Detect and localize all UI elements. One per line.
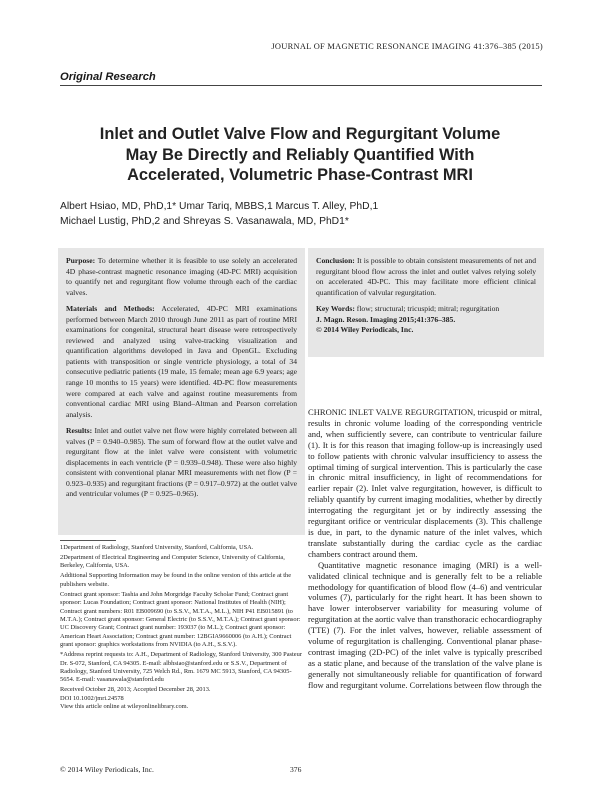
footnote: DOI 10.1002/jmri.24578 bbox=[60, 694, 124, 702]
author-list bbox=[60, 200, 540, 229]
section-divider bbox=[60, 85, 542, 86]
footnote: Received October 28, 2013; Accepted December 28, 2013. bbox=[60, 686, 211, 694]
abstract-box-right bbox=[308, 248, 544, 357]
abstract-conclusion-label: Conclusion: bbox=[316, 256, 355, 265]
abstract-methods bbox=[66, 304, 297, 420]
author-line: Michael Lustig, PhD,2 and Shreyas S. Vasanawala, MD, PhD1* bbox=[60, 215, 349, 227]
abstract-methods-text: Accelerated, 4D-PC MRI examinations performed between March 2010 through June 2011 as part of routine MRI examinations for congenital, structural heart disease were retrospectively reviewed and analyzed using valve-tracking visualization and quantification algorithms developed in Java and OpenGL. Excluding patients with transposition or single ventricle physiology, a total of 34 consecutive pediatric patients (19 male, 15 female; mean age 6.9 years; age range 10 months to 15 years) were identified. 4D-PC flow measurements were compared at each valve and against routine measurements from conventional cardiac MRI using Bland–Altman and Pearson correlation analysis. bbox=[66, 304, 297, 419]
title-line: Inlet and Outlet Valve Flow and Regurgitant Volume bbox=[99, 125, 501, 143]
abstract-keywords-text: flow; structural; tricuspid; mitral; regurgitation bbox=[356, 304, 500, 314]
abstract-box-left bbox=[58, 248, 305, 535]
abstract-purpose bbox=[66, 256, 297, 298]
footnote: 1Department of Radiology, Stanford University, Stanford, California, USA. bbox=[60, 544, 254, 551]
footnote: View this article online at wileyonlinelibrary.com. bbox=[60, 703, 189, 711]
abstract-results-text: Inlet and outlet valve net flow were highly correlated between all valves (P = 0.940–0.985). The sum of forward flow at the outlet valve and regurgitant flow at the inlet valve were consistent with volumetric displacements in each ventricle (P = 0.939–0.948). These were also highly consistent with conventional planar MRI measurements with net flow (P = 0.923–0.935) and regurgitant fractions (P = 0.917–0.972) at the outlet valve and ventricular volumes (P = 0.925–0.965). bbox=[66, 426, 298, 499]
article-title bbox=[56, 124, 544, 186]
footnote: Contract grant sponsor: Tashia and John Morgridge Faculty Scholar Fund; Contract grant sponsor: Lucas Foundation; Contract grant sponsor: National Institutes of Health (NIH); Contract grant numbers: R01 EB009690 (to S.S.V., M.T.A., M.L.), NIH P41 EB015891 (to M.T.A.); Contract grant sponsor: General Electric (to S.S.V., M.T.A.); Contract grant sponsor: UC Discovery Grant; Contract grant number: 193037 (to M.L.); Contract grant sponsor: American Heart Association; Contract grant number: 12BGIA9660006 (to A.H.); Contract grant sponsor: graphics workstations from NVIDIA (to A.H., S.S.V.). bbox=[60, 590, 301, 649]
title-line: May Be Directly and Reliably Quantified With bbox=[125, 145, 475, 164]
footnote: 2Department of Electrical Engineering and Computer Science, University of California, Berkeley, California, USA. bbox=[60, 554, 285, 570]
author-line: Albert Hsiao, MD, PhD,1* Umar Tariq, MBBS,1 Marcus T. Alley, PhD,1 bbox=[60, 201, 379, 212]
abstract-purpose-label: Purpose: bbox=[66, 256, 96, 265]
page-number: 376 bbox=[290, 765, 302, 774]
abstract-keywords bbox=[316, 304, 536, 315]
body-paragraph: Quantitative magnetic resonance imaging (MRI) is a well-validated clinical technique and is generally felt to be a reliable methodology for quantification of blood flow (4–6) and ventricular volumes (7), particularly for the right heart. It has been shown to have lower interobserver variability for measuring volume of regurgitation at the aortic valve than transthoracic echocardiography (TTE) (7). For the inlet valves, however, reliable assessment of volume of regurgitation is challenging. Conventional planar phase-contrast imaging (2D-PC) of the inlet valve is typically prescribed as a static plane, and because of the translation of the valve plane is generally not simultaneously reliable for quantification of forward flow and regurgitant volume. Correlations between flow through the bbox=[308, 559, 542, 690]
title-line: Accelerated, Volumetric Phase-Contrast MRI bbox=[127, 166, 473, 184]
footnote: *Address reprint requests to: A.H., Department of Radiology, Stanford University, 300 Pasteur Dr. S-072, Stanford, CA 94305. E-mail: albhsiao@stanford.edu or S.S.V., Department of Radiology, Stanford University, 725 Welch Rd., Rm. 1679 MC 5913, Stanford, CA 94305-5654. E-mail: vasanawala@stanford.edu bbox=[60, 651, 302, 684]
abstract-copyright: © 2014 Wiley Periodicals, Inc. bbox=[316, 325, 414, 335]
body-paragraph: CHRONIC INLET VALVE REGURGITATION, tricuspid or mitral, results in chronic volume loading of the corresponding ventricle and, when sufficiently severe, can contribute to ventricular failure (1). It is for this reason that imaging follow-up is increasingly used to follow patients with chronic valvular insufficiency to assess the optimal timing of surgical intervention. This is particularly the case in chronic mitral insufficiency, in light of recommendations for earlier repair (2). Inlet valve regurgitation, however, is difficult to reliably quantify by current imaging modalities, whether by directly interrogating the regurgitant jet or by indirectly assessing the regurgitant orifice or ventricular displacements (3). This challenge is due, in part, to the dynamic nature of the inlet valves, which translate substantially during the cardiac cycle as the cardiac chambers contract around them. bbox=[308, 407, 542, 559]
footer-copyright: © 2014 Wiley Periodicals, Inc. bbox=[60, 765, 154, 774]
section-label: Original Research bbox=[60, 71, 156, 83]
footnotes bbox=[60, 544, 305, 713]
abstract-conclusion-text: It is possible to obtain consistent measurements of net and regurgitant blood flow across the inlet and outlet valves relying solely on accelerated 4D-PC. This may facilitate more efficient clinical quantification of valvular regurgitation. bbox=[316, 256, 536, 297]
abstract-purpose-text: To determine whether it is feasible to use solely an accelerated 4D phase-contrast magnetic resonance imaging (4D-PC MRI) acquisition to quantify net and regurgitant flow volume through each of the cardiac valves. bbox=[66, 256, 298, 297]
abstract-results bbox=[66, 426, 297, 500]
journal-header: JOURNAL OF MAGNETIC RESONANCE IMAGING 41:376–385 (2015) bbox=[271, 42, 543, 51]
abstract-methods-label: Materials and Methods: bbox=[66, 304, 155, 314]
abstract-results-label: Results: bbox=[66, 426, 93, 436]
abstract-conclusion bbox=[316, 256, 536, 298]
footnote: Additional Supporting Information may be found in the online version of this article at the publishers website. bbox=[60, 572, 292, 588]
footnote-divider bbox=[60, 540, 116, 541]
abstract-citation: J. Magn. Reson. Imaging 2015;41:376–385. bbox=[316, 314, 456, 324]
abstract-keywords-label: Key Words: bbox=[316, 304, 355, 314]
body-text bbox=[308, 407, 542, 691]
